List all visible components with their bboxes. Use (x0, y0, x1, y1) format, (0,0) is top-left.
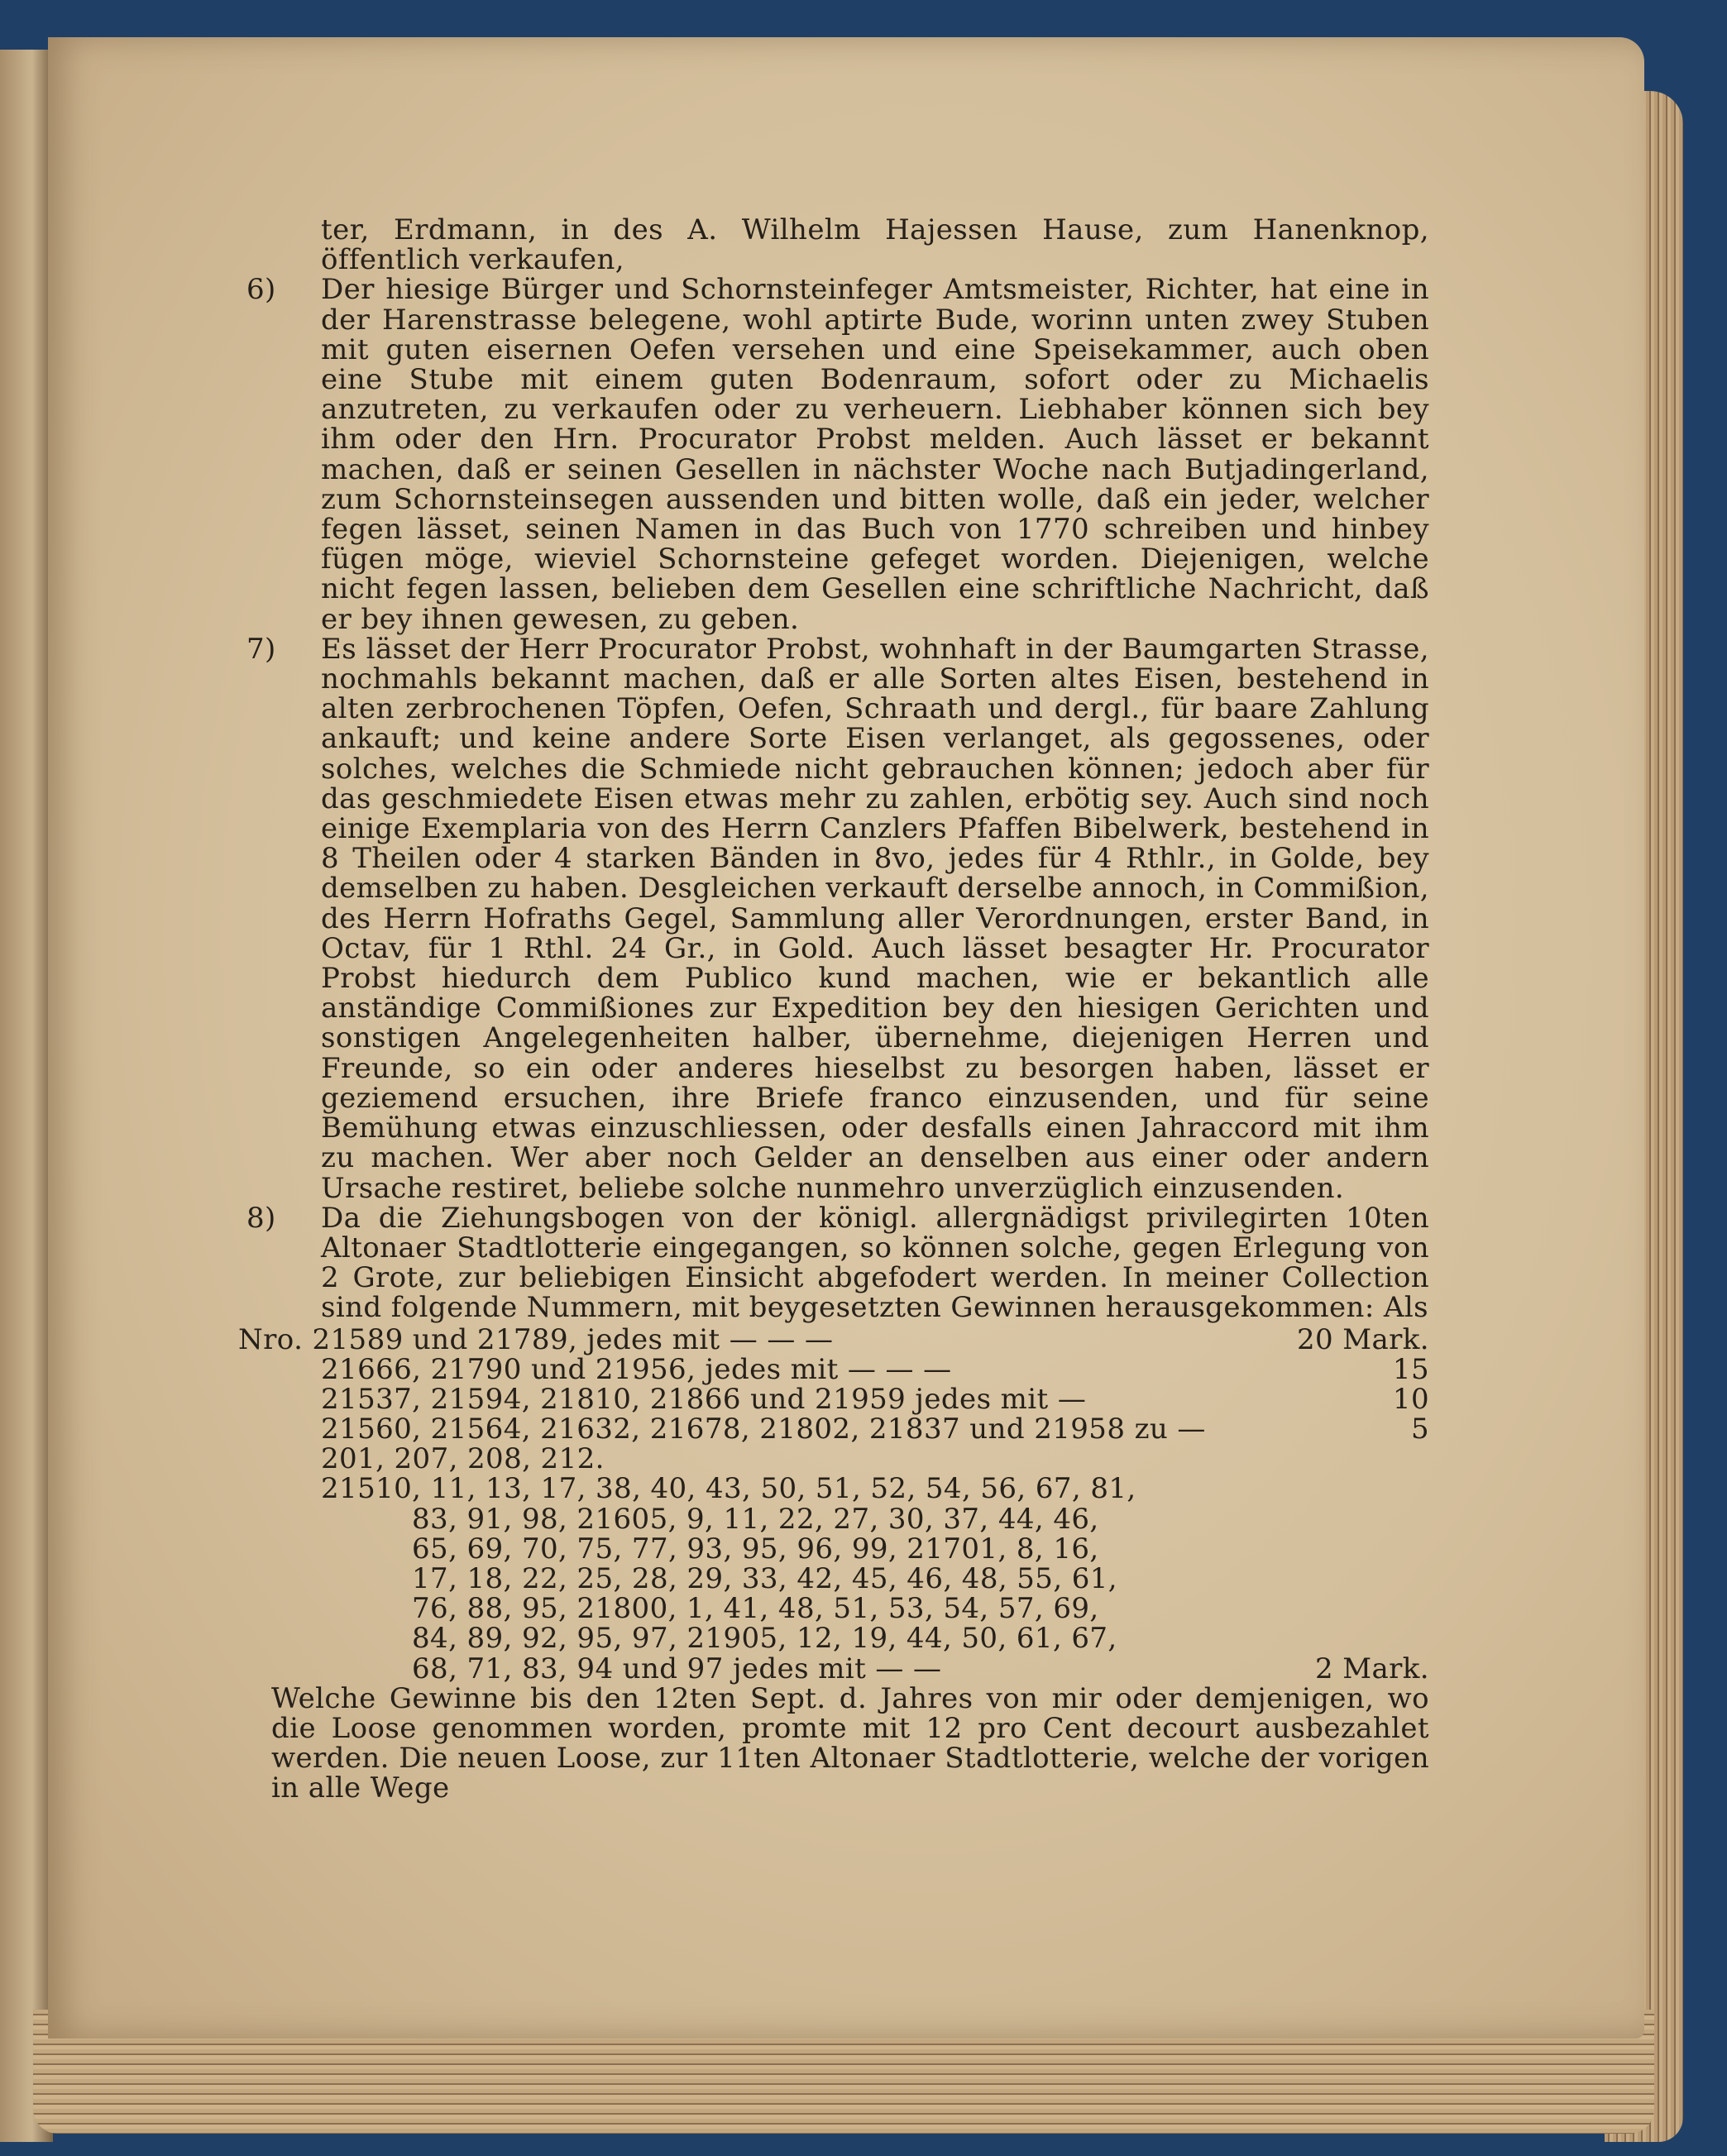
lottery-numbers: 65, 69, 70, 75, 77, 93, 95, 96, 99, 21701, 8, 16, (412, 1532, 1099, 1566)
lottery-numbers: 21537, 21594, 21810, 21866 und 21959 jedes mit — (321, 1382, 1087, 1416)
lottery-row (271, 1352, 1429, 1386)
entry-text: ter, Erdmann, in des A. Wilhelm Hajessen Hause, zum Hanenknop, öffentlich verkaufen, (321, 213, 1429, 277)
page-text (238, 213, 1429, 1805)
lottery-winners-list (238, 1322, 1429, 1685)
entry-number: 6) (246, 273, 276, 307)
lottery-numbers: 68, 71, 83, 94 und 97 jedes mit — — (412, 1652, 942, 1685)
lottery-numbers: 17, 18, 22, 25, 28, 29, 33, 42, 45, 46, 48, 55, 61, (412, 1562, 1118, 1596)
entry-text: Da die Ziehungsbogen von der königl. allergnädigst privilegirten 10ten Altonaer Stadtlotterie eingegangen, so können solche, gegen Erlegung von 2 Grote, zur beliebigen Einsicht abgefodert werden. In meiner Collection sind folgende Nummern, mit beygesetzten Gewinnen herausgekommen: Als (321, 1201, 1429, 1325)
lottery-amount: 20 Mark. (1296, 1322, 1429, 1356)
lottery-row (271, 1384, 1429, 1414)
lottery-amount: 10 (1392, 1382, 1429, 1416)
lottery-numbers: 21510, 11, 13, 17, 38, 40, 43, 50, 51, 52, 54, 56, 67, 81, (321, 1472, 1136, 1506)
lottery-numbers: 201, 207, 208, 212. (321, 1442, 605, 1476)
lottery-continuation-line (271, 1534, 1429, 1564)
lottery-continuation-line (271, 1622, 1429, 1656)
lottery-amount: 15 (1392, 1352, 1429, 1386)
lottery-row (271, 1444, 1429, 1474)
lottery-row (271, 1472, 1429, 1506)
lottery-row-final (271, 1654, 1429, 1684)
entry-number: 8) (246, 1201, 276, 1235)
facing-page-edge (0, 50, 53, 2142)
lottery-numbers: 84, 89, 92, 95, 97, 21905, 12, 19, 44, 50, 61, 67, (412, 1622, 1117, 1656)
entry-7 (246, 632, 1429, 1205)
entry-continuation (271, 215, 1429, 275)
lottery-row (271, 1414, 1429, 1444)
lottery-numbers: 21666, 21790 und 21956, jedes mit — — — (321, 1352, 952, 1386)
entry-number: 7) (246, 632, 276, 666)
lottery-numbers: 76, 88, 95, 21800, 1, 41, 48, 51, 53, 54, 57, 69, (412, 1592, 1099, 1626)
closing-paragraph: Welche Gewinne bis den 12ten Sept. d. Jahres von mir oder demjenigen, wo die Loose genommen worden, promte mit 12 pro Cent decourt ausbezahlet werden. Die neuen Loose, zur 11ten Altonaer Stadtlotterie, welche der vorigen in alle Wege (271, 1681, 1429, 1805)
lottery-amount: 2 Mark. (1315, 1652, 1429, 1685)
entry-text: Es lässet der Herr Procurator Probst, wohnhaft in der Baumgarten Strasse, nochmahls bekannt machen, daß er alle Sorten altes Eisen, bestehend in alten zerbrochenen Töpfen, Oefen, Schraath und dergl., für baare Zahlung ankauft; und keine andere Sorte Eisen verlanget, als gegossenes, oder solches, welches die Schmiede nicht gebrauchen können; jedoch aber für das geschmiedete Eisen etwas mehr zu zahlen, erbötig sey. Auch sind noch einige Exemplaria von des Herrn Canzlers Pfaffen Bibelwerk, bestehend in 8 Theilen oder 4 starken Bänden in 8vo, jedes für 4 Rthlr., in Golde, bey demselben zu haben. Desgleichen verkauft derselbe annoch, in Commißion, des Herrn Hofraths Gegel, Sammlung aller Verordnungen, erster Band, in Octav, für 1 Rthl. 24 Gr., in Gold. Auch lässet besagter Hr. Procurator Probst hiedurch dem Publico kund machen, wie er bekantlich alle anständige Commißiones zur Expedition bey den hiesigen Gerichten und sonstigen Angelegenheiten halber, übernehme, diejenigen Herren und Freunde, so ein oder anderes hieselbst zu besorgen haben, lässet er geziemend ersuchen, ihre Briefe franco einzusenden, und für seine Bemühung etwas einzuschliessen, oder desfalls einen Jahraccord mit ihm zu machen. Wer aber noch Gelder an denselben aus einer oder andern Ursache restiret, beliebe solche nunmehro unverzüglich einzusenden. (321, 632, 1429, 1205)
entry-6 (246, 273, 1429, 636)
lottery-row (238, 1322, 1429, 1356)
lottery-amount: 5 (1410, 1413, 1429, 1446)
book-page (48, 37, 1644, 2039)
lottery-numbers: 83, 91, 98, 21605, 9, 11, 22, 27, 30, 37, 44, 46, (412, 1502, 1099, 1536)
entry-text: Der hiesige Bürger und Schornsteinfeger Amtsmeister, Richter, hat eine in der Harenstrasse belegene, wohl aptirte Bude, worinn unten zwey Stuben mit guten eisernen Oefen versehen und eine Speisekammer, auch oben eine Stube mit einem guten Bodenraum, sofort oder zu Michaelis anzutreten, zu verkaufen oder zu verheuern. Liebhaber können sich bey ihm oder den Hrn. Procurator Probst melden. Auch lässet er bekannt machen, daß er seinen Gesellen in nächster Woche nach Butjadingerland, zum Schornsteinsegen aussenden und bitten wolle, daß ein jeder, welcher fegen lässet, seinen Namen in das Buch von 1770 schreiben und hinbey fügen möge, wieviel Schornsteine gefeget worden. Diejenigen, welche nicht fegen lassen, belieben dem Gesellen eine schriftliche Nachricht, daß er bey ihnen gewesen, zu geben. (321, 273, 1429, 636)
lottery-continuation-line (271, 1504, 1429, 1534)
lottery-continuation-line (271, 1592, 1429, 1626)
lottery-numbers: Nro. 21589 und 21789, jedes mit — — — (238, 1322, 834, 1356)
lottery-continuation-line (271, 1564, 1429, 1594)
lottery-numbers: 21560, 21564, 21632, 21678, 21802, 21837 und 21958 zu — (321, 1413, 1206, 1446)
entry-8 (246, 1201, 1429, 1325)
